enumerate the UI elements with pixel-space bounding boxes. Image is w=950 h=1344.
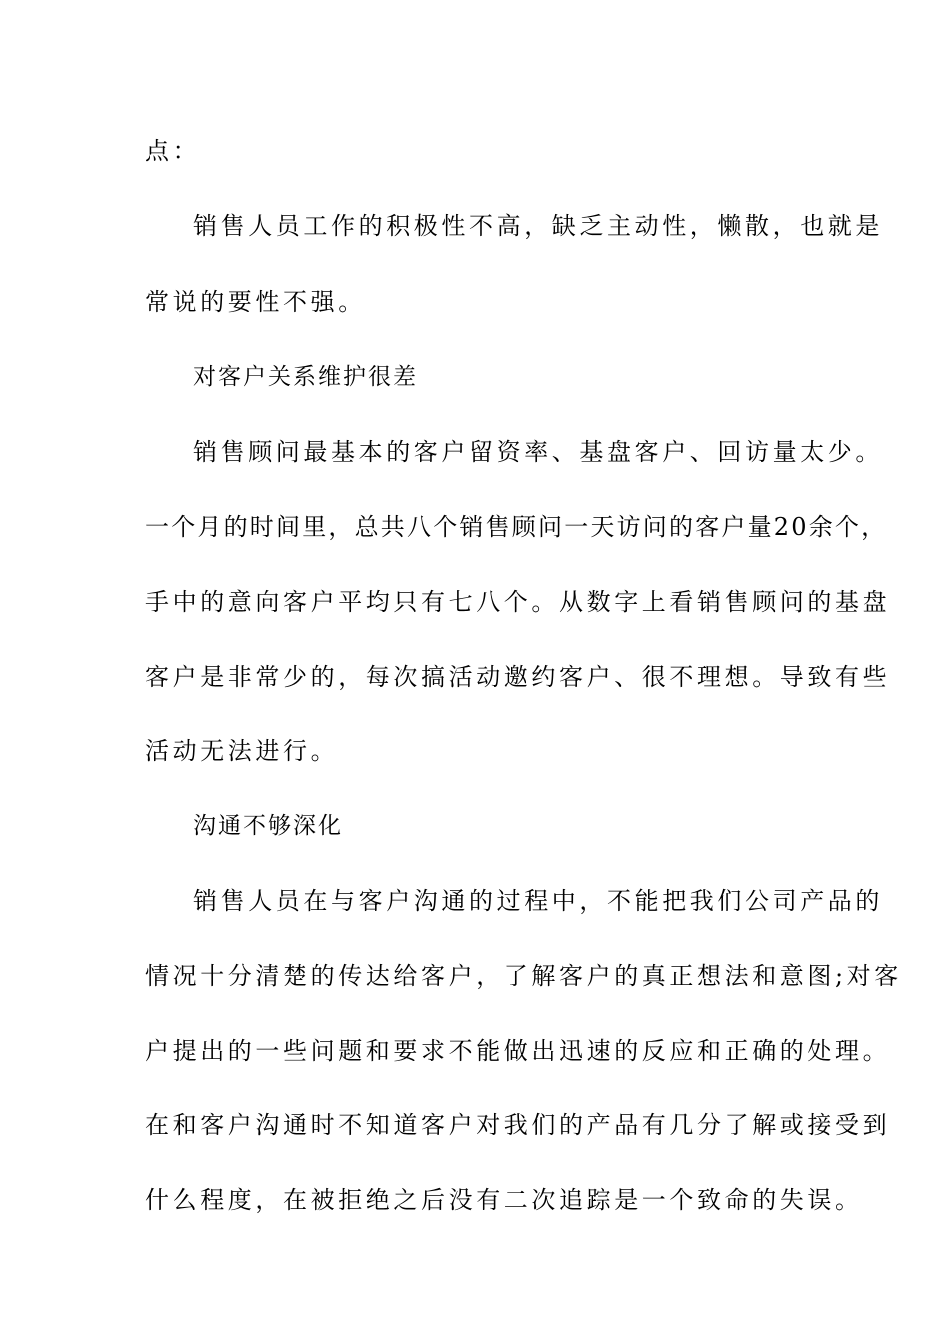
- section-heading: 沟通不够深化: [193, 813, 343, 839]
- paragraph-line: 销售人员工作的积极性不高，缺乏主动性，懒散，也就是: [193, 212, 883, 240]
- text-line: 点：: [145, 137, 201, 165]
- paragraph-line: 情况十分清楚的传达给客户，了解客户的真正想法和意图;对客: [145, 962, 902, 990]
- paragraph-line: 活动无法进行。: [145, 737, 339, 765]
- paragraph-line: 客户是非常少的，每次搞活动邀约客户、很不理想。导致有些: [145, 663, 891, 691]
- paragraph-line: 一个月的时间里，总共八个销售顾问一天访问的客户量20余个，: [145, 513, 888, 541]
- paragraph-line: 在和客户沟通时不知道客户对我们的产品有几分了解或接受到: [145, 1111, 891, 1139]
- paragraph-line: 常说的要性不强。: [145, 288, 366, 316]
- section-heading: 对客户关系维护很差: [193, 364, 418, 390]
- paragraph-line: 手中的意向客户平均只有七八个。从数字上看销售顾问的基盘: [145, 588, 891, 616]
- paragraph-line: 销售顾问最基本的客户留资率、基盘客户、回访量太少。: [193, 438, 883, 466]
- paragraph-line: 户提出的一些问题和要求不能做出迅速的反应和正确的处理。: [145, 1037, 891, 1065]
- paragraph-line: 销售人员在与客户沟通的过程中，不能把我们公司产品的: [193, 887, 883, 915]
- paragraph-line: 什么程度，在被拒绝之后没有二次追踪是一个致命的失误。: [145, 1186, 863, 1214]
